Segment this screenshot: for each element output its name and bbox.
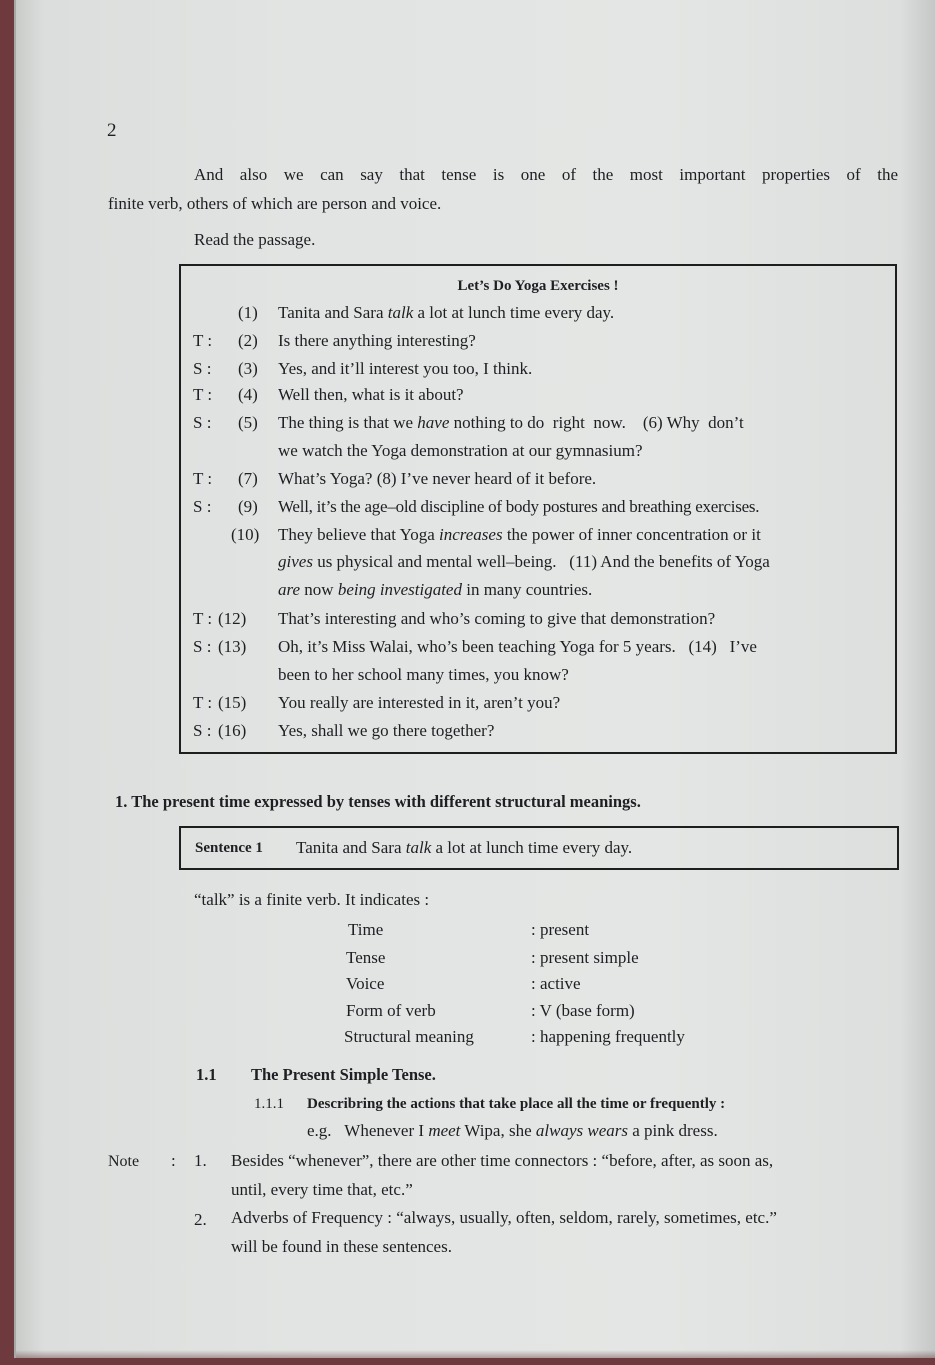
line-text: are now being investigated in many countries. bbox=[278, 580, 593, 599]
property-key: Time bbox=[348, 920, 384, 939]
note-item-text: Adverbs of Frequency : “always, usually, often, seldom, rarely, sometimes, etc.” bbox=[231, 1208, 777, 1227]
sentence-label: Sentence 1 bbox=[195, 840, 263, 856]
line-number: (15) bbox=[218, 693, 247, 712]
example-sentence: e.g. Whenever I meet Wipa, she always wears a pink dress. bbox=[307, 1121, 718, 1140]
sentence-text: Tanita and Sara talk a lot at lunch time every day. bbox=[296, 838, 633, 857]
property-value: : V (base form) bbox=[531, 1001, 635, 1020]
intro-line-2: finite verb, others of which are person and voice. bbox=[108, 194, 442, 213]
speaker: S : bbox=[193, 359, 212, 378]
subsection-number: 1.1 bbox=[196, 1065, 217, 1084]
line-text: Yes, and it’ll interest you too, I think. bbox=[278, 359, 533, 378]
line-text: You really are interested in it, aren’t you? bbox=[278, 693, 561, 712]
line-text: What’s Yoga? (8) I’ve never heard of it before. bbox=[278, 469, 597, 488]
property-value: : active bbox=[531, 974, 581, 993]
line-text: gives us physical and mental well–being. (11) And the benefits of Yoga bbox=[278, 552, 770, 571]
note-label: Note bbox=[108, 1153, 140, 1170]
section-heading: 1. The present time expressed by tenses with different structural meanings. bbox=[115, 792, 641, 811]
property-key: Tense bbox=[346, 948, 386, 967]
line-number: (2) bbox=[238, 331, 258, 350]
note-item-text: will be found in these sentences. bbox=[231, 1237, 452, 1256]
speaker: T : bbox=[193, 693, 213, 712]
speaker: T : bbox=[193, 385, 213, 404]
line-text: been to her school many times, you know? bbox=[278, 665, 569, 684]
line-number: (12) bbox=[218, 609, 247, 628]
note-item-text: Besides “whenever”, there are other time connectors : “before, after, as soon as, bbox=[231, 1151, 774, 1170]
speaker: T : bbox=[193, 469, 213, 488]
sentence-box bbox=[179, 826, 899, 870]
property-key: Structural meaning bbox=[344, 1027, 474, 1046]
book-page bbox=[14, 0, 935, 1358]
line-number: (16) bbox=[218, 721, 247, 740]
line-number: (13) bbox=[218, 637, 247, 656]
line-number: (7) bbox=[238, 469, 258, 488]
property-value: : present bbox=[531, 920, 590, 939]
line-text: The thing is that we have nothing to do right now. (6) Why don’t bbox=[278, 413, 744, 432]
property-value: : happening frequently bbox=[531, 1027, 685, 1046]
sub-subsection-number: 1.1.1 bbox=[254, 1096, 284, 1112]
line-number: (9) bbox=[238, 497, 258, 516]
passage-title: Let’s Do Yoga Exercises ! bbox=[457, 278, 619, 294]
speaker: S : bbox=[193, 413, 212, 432]
line-number: (3) bbox=[238, 359, 258, 378]
talk-intro: “talk” is a finite verb. It indicates : bbox=[194, 890, 430, 909]
speaker: T : bbox=[193, 609, 213, 628]
note-item-text: until, every time that, etc.” bbox=[231, 1180, 413, 1199]
line-text: That’s interesting and who’s coming to give that demonstration? bbox=[278, 609, 716, 628]
line-text: Oh, it’s Miss Walai, who’s been teaching Yoga for 5 years. (14) I’ve bbox=[278, 637, 757, 656]
sub-subsection-title: Describring the actions that take place all the time or frequently : bbox=[307, 1096, 726, 1112]
subsection-title: The Present Simple Tense. bbox=[251, 1065, 436, 1084]
property-key: Form of verb bbox=[346, 1001, 436, 1020]
line-number: (10) bbox=[231, 525, 260, 544]
read-instruction: Read the passage. bbox=[194, 230, 316, 249]
line-text: They believe that Yoga increases the power of inner concentration or it bbox=[278, 525, 761, 544]
note-colon: : bbox=[171, 1151, 176, 1170]
property-key: Voice bbox=[346, 974, 385, 993]
intro-line-1: And also we can say that tense is one of the most important properties of the bbox=[194, 165, 898, 184]
line-text: Well, it’s the age–old discipline of body postures and breathing exercises. bbox=[278, 497, 760, 516]
line-text: Is there anything interesting? bbox=[278, 331, 476, 350]
subsection-heading bbox=[196, 1065, 436, 1085]
speaker: S : bbox=[193, 497, 212, 516]
speaker: S : bbox=[193, 721, 212, 740]
line-text: we watch the Yoga demonstration at our gymnasium? bbox=[278, 441, 643, 460]
line-number: (4) bbox=[238, 385, 258, 404]
line-text: Tanita and Sara talk a lot at lunch time every day. bbox=[278, 303, 615, 322]
property-value: : present simple bbox=[531, 948, 639, 967]
note-item-number: 2. bbox=[194, 1210, 207, 1229]
line-text: Well then, what is it about? bbox=[278, 385, 464, 404]
line-text: Yes, shall we go there together? bbox=[278, 721, 495, 740]
speaker: T : bbox=[193, 331, 213, 350]
passage-box bbox=[179, 264, 897, 754]
line-number: (5) bbox=[238, 413, 258, 432]
note-item-number: 1. bbox=[194, 1151, 207, 1170]
page-number: 2 bbox=[107, 120, 117, 141]
speaker: S : bbox=[193, 637, 212, 656]
line-number: (1) bbox=[238, 303, 258, 322]
intro-paragraph bbox=[108, 160, 898, 218]
